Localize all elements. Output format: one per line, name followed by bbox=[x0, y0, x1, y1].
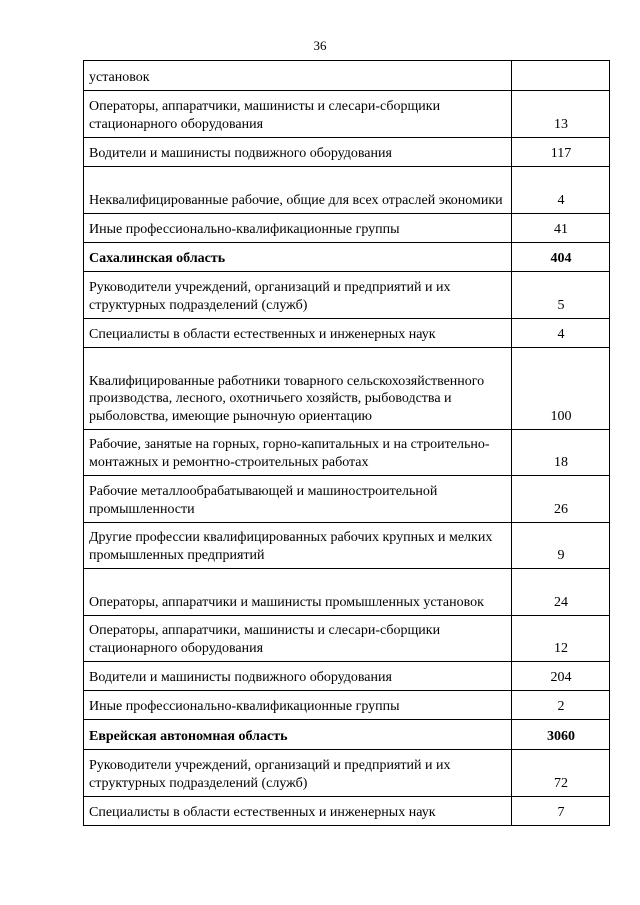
table-row bbox=[84, 797, 610, 826]
count-value-cell: 100 bbox=[512, 348, 610, 430]
profession-label-cell: Рабочие, занятые на горных, горно-капитальных и на строительно-монтажных и ремонтно-строительных работах bbox=[84, 430, 512, 476]
table-row bbox=[84, 616, 610, 662]
count-value-cell: 7 bbox=[512, 797, 610, 826]
table-row bbox=[84, 138, 610, 167]
profession-label-cell: Водители и машинисты подвижного оборудования bbox=[84, 138, 512, 167]
count-value-cell: 4 bbox=[512, 319, 610, 348]
table-row bbox=[84, 91, 610, 138]
profession-label-cell: Иные профессионально-квалификационные группы bbox=[84, 691, 512, 720]
count-value-cell: 4 bbox=[512, 167, 610, 214]
table-row bbox=[84, 319, 610, 348]
profession-label-cell: Операторы, аппаратчики и машинисты промышленных установок bbox=[84, 569, 512, 616]
count-value-cell: 12 bbox=[512, 616, 610, 662]
count-value-cell: 13 bbox=[512, 91, 610, 138]
count-value-cell: 72 bbox=[512, 750, 610, 797]
table-row bbox=[84, 272, 610, 319]
profession-label-cell: установок bbox=[84, 61, 512, 91]
profession-label-cell: Иные профессионально-квалификационные группы bbox=[84, 214, 512, 243]
region-name-cell: Сахалинская область bbox=[84, 243, 512, 272]
profession-label-cell: Руководители учреждений, организаций и предприятий и их структурных подразделений (служб) bbox=[84, 750, 512, 797]
profession-label-cell: Водители и машинисты подвижного оборудования bbox=[84, 662, 512, 691]
table-row bbox=[84, 476, 610, 523]
count-value-cell: 18 bbox=[512, 430, 610, 476]
page-number: 36 bbox=[313, 38, 327, 53]
region-total-cell: 404 bbox=[512, 243, 610, 272]
region-total-cell: 3060 bbox=[512, 720, 610, 750]
region-name-cell: Еврейская автономная область bbox=[84, 720, 512, 750]
count-value-cell: 9 bbox=[512, 523, 610, 569]
table-row bbox=[84, 569, 610, 616]
data-table bbox=[83, 60, 610, 826]
table-body bbox=[84, 61, 610, 826]
table-row bbox=[84, 61, 610, 91]
table-row bbox=[84, 214, 610, 243]
count-value-cell: 26 bbox=[512, 476, 610, 523]
count-value-cell: 204 bbox=[512, 662, 610, 691]
table-row-region bbox=[84, 720, 610, 750]
table-row bbox=[84, 348, 610, 430]
count-value-cell: 5 bbox=[512, 272, 610, 319]
count-value-cell bbox=[512, 61, 610, 91]
profession-label-cell: Рабочие металлообрабатывающей и машиностроительной промышленности bbox=[84, 476, 512, 523]
table-row bbox=[84, 662, 610, 691]
profession-label-cell: Специалисты в области естественных и инженерных наук bbox=[84, 797, 512, 826]
table-row bbox=[84, 750, 610, 797]
count-value-cell: 2 bbox=[512, 691, 610, 720]
count-value-cell: 24 bbox=[512, 569, 610, 616]
profession-label-cell: Другие профессии квалифицированных рабочих крупных и мелких промышленных предприятий bbox=[84, 523, 512, 569]
profession-label-cell: Квалифицированные работники товарного сельскохозяйственного производства, лесного, охотничьего хозяйств, рыбоводства и рыболовства, имеющие рыночную ориентацию bbox=[84, 348, 512, 430]
profession-label-cell: Операторы, аппаратчики, машинисты и слесари-сборщики стационарного оборудования bbox=[84, 616, 512, 662]
table-row bbox=[84, 523, 610, 569]
table-row bbox=[84, 691, 610, 720]
count-value-cell: 41 bbox=[512, 214, 610, 243]
profession-label-cell: Руководители учреждений, организаций и предприятий и их структурных подразделений (служб) bbox=[84, 272, 512, 319]
table-row bbox=[84, 430, 610, 476]
table-row bbox=[84, 167, 610, 214]
count-value-cell: 117 bbox=[512, 138, 610, 167]
profession-label-cell: Операторы, аппаратчики, машинисты и слесари-сборщики стационарного оборудования bbox=[84, 91, 512, 138]
profession-label-cell: Специалисты в области естественных и инженерных наук bbox=[84, 319, 512, 348]
table-row-region bbox=[84, 243, 610, 272]
profession-label-cell: Неквалифицированные рабочие, общие для всех отраслей экономики bbox=[84, 167, 512, 214]
